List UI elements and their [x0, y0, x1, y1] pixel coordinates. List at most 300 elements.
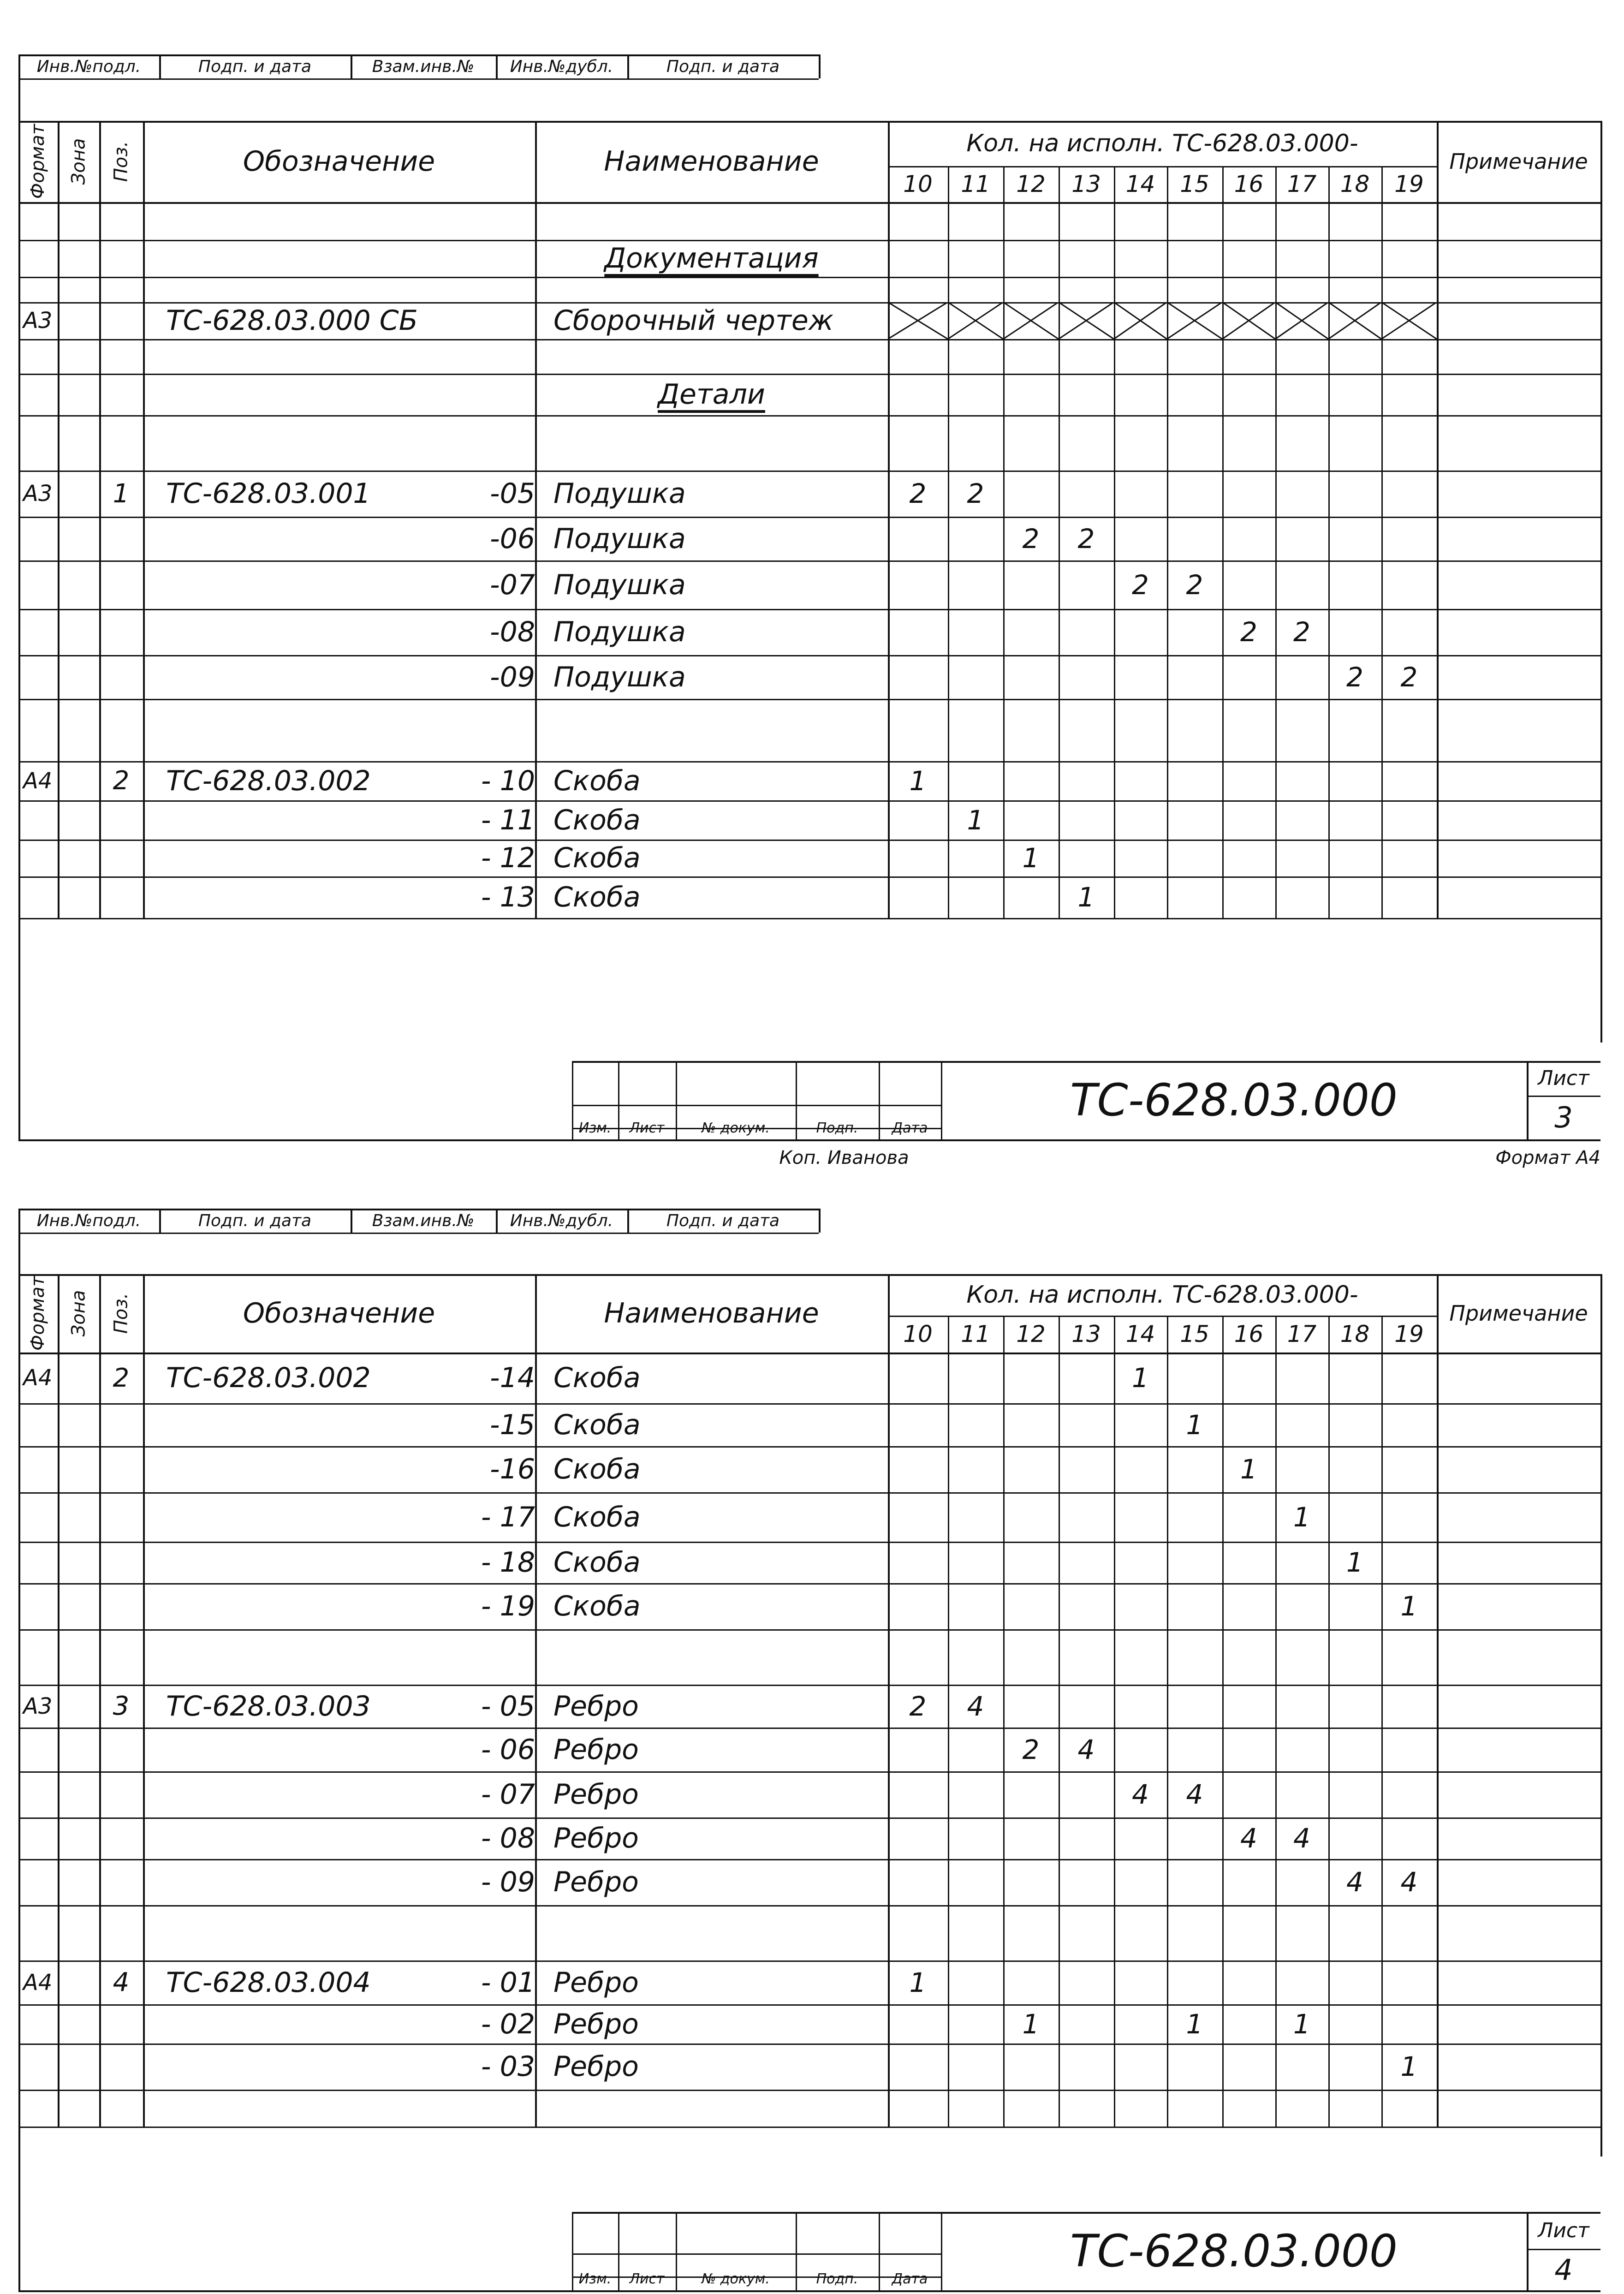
row-position — [99, 2004, 143, 2044]
row-qty: 1 — [909, 1966, 927, 1998]
row-qty — [1222, 339, 1275, 374]
row-format — [18, 655, 62, 699]
row-qty: 1 — [1240, 1454, 1257, 1485]
row-qty — [1003, 202, 1059, 240]
row-designation — [161, 1492, 406, 1542]
header-qty-column: 16 — [1234, 1321, 1264, 1347]
row-designation-suffix: -05 — [490, 477, 535, 510]
header-qty-group: Кол. на исполн. ТС-628.03.000- — [966, 1281, 1358, 1309]
row-zone — [58, 1492, 99, 1542]
row-qty — [888, 560, 948, 609]
row-qty — [1328, 471, 1381, 517]
row-name — [549, 1629, 879, 1685]
row-qty — [1222, 1353, 1275, 1403]
row-qty — [1059, 800, 1114, 840]
header-qty-column: 19 — [1394, 1321, 1424, 1347]
row-designation — [161, 1728, 406, 1771]
header-format — [18, 1274, 58, 1353]
row-qty — [1381, 517, 1437, 560]
crossed-cell — [888, 302, 948, 339]
row-qty — [1328, 800, 1381, 840]
row-qty: 1 — [1132, 1362, 1149, 1394]
row-position — [99, 560, 143, 609]
row-qty: 4 — [1186, 1779, 1203, 1810]
row-designation-suffix: - 05 — [481, 1690, 535, 1722]
row-qty — [1381, 277, 1437, 302]
row-qty: 1 — [1293, 2008, 1310, 2040]
header-qty-column: 15 — [1180, 171, 1209, 197]
row-qty — [1114, 471, 1167, 517]
row-qty: 4 — [967, 1690, 984, 1722]
header-format-label: Формат — [27, 1275, 49, 1351]
row-qty — [1381, 1817, 1437, 1859]
row-zone — [58, 2044, 99, 2090]
row-qty — [888, 415, 948, 471]
row-qty — [1167, 339, 1222, 374]
row-qty — [1003, 1492, 1059, 1542]
row-qty — [1381, 800, 1437, 840]
row-qty — [888, 699, 948, 761]
row-designation — [161, 415, 406, 471]
row-designation-suffix: - 07 — [481, 1778, 535, 1811]
row-qty — [1059, 1905, 1114, 1960]
row-qty — [948, 202, 1003, 240]
row-qty — [1114, 800, 1167, 840]
row-qty: 4 — [1132, 1779, 1149, 1810]
header-qty-column: 12 — [1016, 171, 1046, 197]
stamp-label: Подп. — [816, 2270, 858, 2287]
row-qty — [1167, 1859, 1222, 1905]
row-qty — [948, 1629, 1003, 1685]
row-qty — [1114, 1728, 1167, 1771]
row-designation-suffix: - 03 — [481, 2050, 535, 2083]
stamp-label: Подп. — [816, 1120, 858, 1136]
header-pos — [99, 1274, 143, 1353]
row-qty — [1003, 1771, 1059, 1817]
row-qty — [1003, 761, 1059, 800]
row-qty — [1114, 1960, 1167, 2004]
row-position — [99, 1492, 143, 1542]
row-designation — [161, 2044, 406, 2090]
row-qty — [1328, 2044, 1381, 2090]
row-qty — [1003, 1542, 1059, 1583]
crossed-cell — [1167, 302, 1222, 339]
row-designation-suffix: - 11 — [481, 804, 535, 836]
stamp-label: Лист — [629, 2270, 665, 2287]
crossed-cell — [1114, 302, 1167, 339]
header-zone — [58, 1274, 99, 1353]
row-qty — [1222, 1728, 1275, 1771]
row-designation-suffix: - 02 — [481, 2008, 535, 2040]
row-qty — [1003, 560, 1059, 609]
row-qty — [1222, 876, 1275, 918]
row-position — [99, 800, 143, 840]
row-format — [18, 517, 62, 560]
row-qty — [1328, 1629, 1381, 1685]
row-qty — [948, 2044, 1003, 2090]
row-qty — [1222, 761, 1275, 800]
row-qty — [1059, 240, 1114, 277]
row-qty — [888, 2044, 948, 2090]
row-line — [18, 2127, 1600, 2128]
row-qty — [1328, 2004, 1381, 2044]
header-qty-group: Кол. на исполн. ТС-628.03.000- — [966, 130, 1358, 157]
header-qty-column: 14 — [1125, 1321, 1155, 1347]
row-designation — [161, 2090, 406, 2127]
row-format — [18, 1542, 62, 1583]
row-qty — [1381, 761, 1437, 800]
row-qty — [1114, 240, 1167, 277]
row-qty — [1003, 1583, 1059, 1629]
row-qty — [1003, 339, 1059, 374]
row-position — [99, 517, 143, 560]
header-zone-label: Зона — [68, 138, 89, 185]
row-qty — [1275, 1905, 1328, 1960]
row-zone — [58, 1859, 99, 1905]
row-qty — [948, 655, 1003, 699]
row-position — [99, 1817, 143, 1859]
row-qty — [1114, 1859, 1167, 1905]
row-qty — [1167, 1817, 1222, 1859]
row-qty — [1328, 1960, 1381, 2004]
row-format — [18, 240, 62, 277]
row-qty — [948, 1960, 1003, 2004]
header-qty-column: 13 — [1071, 171, 1101, 197]
row-qty — [888, 609, 948, 655]
row-qty: 1 — [967, 804, 984, 836]
row-qty — [948, 1583, 1003, 1629]
row-designation: ТС-628.03.003 — [166, 1690, 371, 1722]
row-qty — [1167, 1583, 1222, 1629]
row-zone — [58, 1728, 99, 1771]
row-designation-suffix: - 10 — [481, 764, 535, 797]
header-qty-column: 18 — [1340, 171, 1370, 197]
strip-divider — [819, 54, 821, 78]
row-qty — [1328, 517, 1381, 560]
row-qty — [1059, 1685, 1114, 1728]
row-qty — [1381, 1685, 1437, 1728]
row-qty — [948, 1446, 1003, 1492]
row-name — [549, 1905, 879, 1960]
row-qty — [1328, 1403, 1381, 1446]
row-name: Ребро — [553, 2050, 639, 2083]
row-qty — [948, 415, 1003, 471]
row-position — [99, 1728, 143, 1771]
column-line — [143, 1274, 145, 2127]
row-qty — [888, 1583, 948, 1629]
row-qty — [1381, 1492, 1437, 1542]
row-qty — [1114, 202, 1167, 240]
row-format — [18, 339, 62, 374]
row-qty — [1275, 2090, 1328, 2127]
strip-label: Подп. и дата — [198, 57, 312, 76]
row-qty — [1381, 471, 1437, 517]
header-format-label: Формат — [27, 124, 49, 199]
row-qty — [948, 1817, 1003, 1859]
row-qty: 4 — [1293, 1823, 1310, 1854]
strip-label: Взам.инв.№ — [372, 1211, 475, 1230]
row-format — [18, 1728, 62, 1771]
header-name: Наименование — [604, 1297, 819, 1329]
row-format: А3 — [23, 481, 53, 506]
row-format — [18, 374, 62, 415]
row-qty — [1167, 2044, 1222, 2090]
row-qty: 1 — [1346, 1547, 1363, 1578]
row-qty: 4 — [1240, 1823, 1257, 1854]
row-qty — [1003, 1817, 1059, 1859]
strip-label: Подп. и дата — [198, 1211, 312, 1230]
strip-bottom-line — [18, 78, 819, 80]
row-qty — [1222, 655, 1275, 699]
row-format: А3 — [23, 308, 53, 334]
row-zone — [58, 1542, 99, 1583]
row-qty — [1003, 277, 1059, 302]
row-qty: 4 — [1400, 1866, 1418, 1898]
row-qty — [1275, 1446, 1328, 1492]
header-qty-column: 16 — [1234, 171, 1264, 197]
row-zone — [58, 800, 99, 840]
row-qty — [888, 240, 948, 277]
row-qty — [1275, 2044, 1328, 2090]
row-qty — [1059, 2044, 1114, 2090]
row-zone — [58, 1353, 99, 1403]
row-qty — [1003, 1960, 1059, 2004]
row-qty — [1381, 560, 1437, 609]
row-qty — [1222, 1583, 1275, 1629]
row-zone — [58, 517, 99, 560]
row-zone — [58, 1817, 99, 1859]
row-format — [18, 1583, 62, 1629]
row-name: Скоба — [553, 842, 641, 874]
row-qty — [1059, 374, 1114, 415]
row-qty — [1003, 609, 1059, 655]
row-qty: 4 — [1077, 1734, 1095, 1765]
strip-left-edge — [18, 1233, 20, 1274]
row-zone — [58, 1629, 99, 1685]
header-format — [18, 121, 58, 202]
row-position — [99, 339, 143, 374]
row-designation-suffix — [383, 699, 540, 761]
note-column-line — [1437, 1274, 1439, 2127]
row-qty — [1222, 1403, 1275, 1446]
row-qty — [1059, 1446, 1114, 1492]
stamp-label: Изм. — [578, 1120, 612, 1136]
row-name — [549, 277, 879, 302]
row-qty — [1114, 655, 1167, 699]
frame-right — [1600, 121, 1602, 1043]
row-qty — [948, 1728, 1003, 1771]
row-qty: 1 — [1186, 1409, 1203, 1441]
row-designation-suffix: - 06 — [481, 1733, 535, 1766]
row-name: Ребро — [553, 1866, 639, 1898]
row-designation — [161, 609, 406, 655]
row-qty — [888, 876, 948, 918]
row-qty — [1275, 1583, 1328, 1629]
row-name: Ребро — [553, 2008, 639, 2040]
row-qty — [1059, 761, 1114, 800]
row-designation-suffix — [383, 415, 540, 471]
header-qty-column: 15 — [1180, 1321, 1209, 1347]
footer-format: Формат А4 — [1495, 1147, 1600, 1168]
strip-label: Инв.№дубл. — [510, 1211, 613, 1230]
row-qty — [1059, 1542, 1114, 1583]
row-position: 2 — [113, 1363, 130, 1393]
row-format — [18, 2004, 62, 2044]
row-qty — [1381, 2004, 1437, 2044]
row-designation-suffix: - 19 — [481, 1590, 535, 1622]
row-qty — [1059, 1353, 1114, 1403]
row-qty — [1275, 1960, 1328, 2004]
row-position — [99, 1403, 143, 1446]
row-qty — [948, 840, 1003, 876]
row-qty — [1059, 471, 1114, 517]
row-designation-suffix: - 12 — [481, 842, 535, 874]
row-qty: 1 — [1400, 2051, 1418, 2082]
row-qty — [1003, 1685, 1059, 1728]
row-qty — [888, 202, 948, 240]
row-qty — [1328, 876, 1381, 918]
row-qty — [1328, 840, 1381, 876]
row-position — [99, 1629, 143, 1685]
row-zone — [58, 277, 99, 302]
row-designation-suffix: -08 — [490, 616, 535, 648]
row-qty — [1059, 1629, 1114, 1685]
row-qty — [1003, 374, 1059, 415]
row-qty — [1003, 1859, 1059, 1905]
row-qty — [1059, 1859, 1114, 1905]
sheet-label: Лист — [1538, 2218, 1589, 2242]
header-pos — [99, 121, 143, 202]
row-position — [99, 415, 143, 471]
row-qty — [1328, 339, 1381, 374]
row-qty — [1328, 1905, 1381, 1960]
row-designation — [161, 560, 406, 609]
row-qty — [888, 1492, 948, 1542]
row-designation-suffix: -06 — [490, 522, 535, 555]
row-qty — [1059, 609, 1114, 655]
row-qty — [1222, 415, 1275, 471]
row-position — [99, 699, 143, 761]
footer-copied: Коп. Иванова — [779, 1147, 909, 1168]
row-qty — [1167, 1542, 1222, 1583]
strip-label: Инв.№дубл. — [510, 57, 613, 76]
row-qty — [1381, 1629, 1437, 1685]
row-qty — [1003, 1403, 1059, 1446]
row-qty — [888, 1771, 948, 1817]
row-zone — [58, 202, 99, 240]
row-qty: 2 — [909, 1690, 927, 1722]
row-zone — [58, 1771, 99, 1817]
row-qty — [1114, 2090, 1167, 2127]
header-note: Примечание — [1449, 1301, 1588, 1326]
row-qty — [888, 1728, 948, 1771]
row-qty — [1222, 240, 1275, 277]
row-format — [18, 1771, 62, 1817]
strip-label: Подп. и дата — [666, 57, 780, 76]
header-note: Примечание — [1449, 149, 1588, 174]
row-qty — [1114, 517, 1167, 560]
row-name: Подушка — [553, 477, 686, 510]
row-qty — [1003, 699, 1059, 761]
row-format — [18, 609, 62, 655]
stamp-mid-line — [572, 2253, 941, 2255]
row-zone — [58, 471, 99, 517]
row-qty — [1167, 1728, 1222, 1771]
row-name: Подушка — [553, 522, 686, 555]
header-designation: Обозначение — [243, 145, 435, 178]
header-zone-label: Зона — [68, 1290, 89, 1337]
row-qty — [1114, 374, 1167, 415]
row-format — [18, 560, 62, 609]
row-position — [99, 655, 143, 699]
row-qty — [1381, 339, 1437, 374]
row-qty — [1003, 1629, 1059, 1685]
row-position — [99, 2044, 143, 2090]
row-qty — [1222, 1629, 1275, 1685]
row-qty — [1328, 277, 1381, 302]
row-designation — [161, 699, 406, 761]
row-zone — [58, 415, 99, 471]
row-name: Скоба — [553, 1546, 641, 1579]
header-qty-column: 12 — [1016, 1321, 1046, 1347]
row-qty: 2 — [1022, 523, 1040, 554]
row-name — [549, 339, 879, 374]
row-qty — [1222, 1859, 1275, 1905]
row-qty — [1114, 2004, 1167, 2044]
row-qty — [1275, 1403, 1328, 1446]
row-qty — [1114, 415, 1167, 471]
strip-divider — [819, 1209, 821, 1233]
row-qty — [888, 339, 948, 374]
row-format: А3 — [23, 1693, 53, 1719]
row-qty — [1381, 876, 1437, 918]
row-designation — [161, 655, 406, 699]
header-zone — [58, 121, 99, 202]
row-qty — [948, 1771, 1003, 1817]
row-qty — [888, 1817, 948, 1859]
row-position: 3 — [113, 1691, 130, 1721]
row-qty — [1059, 1817, 1114, 1859]
row-format — [18, 1817, 62, 1859]
row-qty — [1275, 1728, 1328, 1771]
row-qty — [1275, 415, 1328, 471]
row-qty — [888, 374, 948, 415]
sheet-number: 4 — [1554, 2252, 1573, 2287]
row-qty — [948, 2090, 1003, 2127]
row-qty: 1 — [1022, 2008, 1040, 2040]
row-qty — [1003, 1353, 1059, 1403]
row-qty — [888, 840, 948, 876]
row-designation-suffix: - 18 — [481, 1546, 535, 1579]
row-qty — [1167, 655, 1222, 699]
stamp-label: № докум. — [702, 1120, 770, 1136]
row-qty — [1381, 2090, 1437, 2127]
row-qty — [1381, 1728, 1437, 1771]
row-qty — [1167, 202, 1222, 240]
header-qty-column: 17 — [1287, 171, 1317, 197]
row-qty — [1328, 1353, 1381, 1403]
row-qty — [948, 876, 1003, 918]
row-qty — [1222, 202, 1275, 240]
row-designation-suffix — [383, 374, 540, 415]
row-qty — [1167, 471, 1222, 517]
row-qty — [948, 339, 1003, 374]
row-designation-suffix: -09 — [490, 661, 535, 693]
row-qty — [888, 2090, 948, 2127]
stamp-label: Дата — [892, 1120, 928, 1136]
row-qty — [1167, 1905, 1222, 1960]
row-zone — [58, 374, 99, 415]
